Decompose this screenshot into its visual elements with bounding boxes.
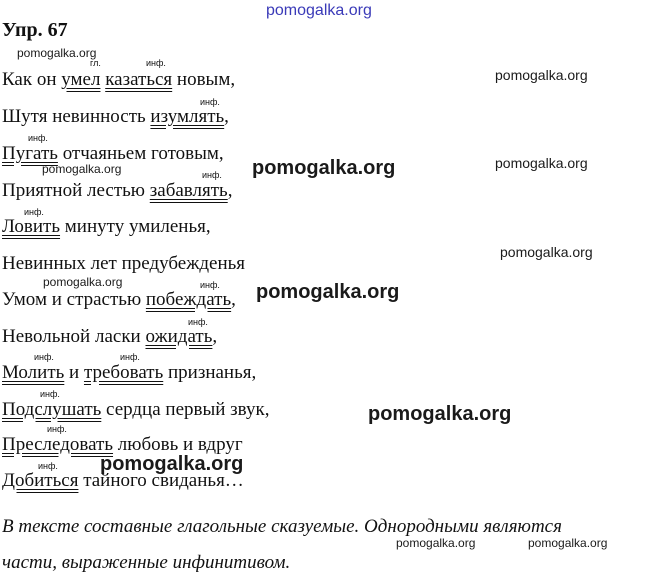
- predicate-infinitive: Преследовать: [2, 434, 114, 455]
- watermark: pomogalka.org: [42, 162, 122, 176]
- watermark: pomogalka.org: [43, 275, 123, 289]
- poem-line: Невинных лет предубежденья: [2, 253, 246, 274]
- watermark: pomogalka.org: [17, 46, 97, 60]
- predicate-infinitive: требовать: [83, 362, 164, 383]
- predicate-infinitive: Молить: [2, 362, 65, 383]
- poem-line: Молить и требовать признанья,: [2, 362, 257, 383]
- predicate-verb: умел: [61, 69, 101, 90]
- exercise-title: Упр. 67: [2, 19, 68, 41]
- poem-line: Шутя невинность изумлять,: [2, 106, 229, 127]
- predicate-infinitive: Подслушать: [2, 399, 102, 420]
- poem-line: Ловить минуту умиленья,: [2, 216, 211, 237]
- predicate-infinitive: побеждать: [145, 289, 232, 310]
- inf-label: инф.: [200, 280, 220, 290]
- watermark: pomogalka.org: [500, 244, 593, 260]
- inf-label: инф.: [202, 170, 222, 180]
- inf-label: инф.: [28, 133, 48, 143]
- inf-label: инф.: [146, 58, 166, 68]
- watermark: pomogalka.org: [256, 281, 400, 303]
- inf-label: инф.: [34, 352, 54, 362]
- watermark: pomogalka.org: [495, 67, 588, 83]
- poem-line: Умом и страстью побеждать,: [2, 289, 236, 310]
- watermark: pomogalka.org: [252, 157, 396, 179]
- predicate-infinitive: забавлять: [149, 180, 228, 201]
- poem-line: Подслушать сердца первый звук,: [2, 399, 270, 420]
- watermark: pomogalka.org: [100, 453, 244, 475]
- poem-line: Добиться тайного свиданья…: [2, 470, 244, 491]
- watermark: pomogalka.org: [396, 536, 476, 550]
- inf-label: инф.: [40, 389, 60, 399]
- poem-line: Преследовать любовь и вдруг: [2, 434, 243, 455]
- inf-label: инф.: [47, 424, 67, 434]
- watermark: pomogalka.org: [368, 403, 512, 425]
- predicate-infinitive: ожидать: [145, 326, 213, 347]
- predicate-infinitive: Пугать: [2, 143, 58, 164]
- inf-label: инф.: [24, 207, 44, 217]
- poem-line: Невольной ласки ожидать,: [2, 326, 218, 347]
- poem-line: Приятной лестью забавлять,: [2, 180, 233, 201]
- poem-line: Как он умел казаться новым,: [2, 69, 236, 90]
- verb-label: гл.: [90, 58, 101, 68]
- inf-label: инф.: [200, 97, 220, 107]
- predicate-infinitive: Добиться: [2, 470, 79, 491]
- conclusion-line-2: части, выраженные инфинитивом.: [2, 552, 291, 573]
- predicate-infinitive: казаться: [105, 69, 173, 90]
- predicate-infinitive: Ловить: [2, 216, 61, 237]
- watermark-top: pomogalka.org: [266, 2, 372, 19]
- conclusion-line-1: В тексте составные глагольные сказуемые. Однородными являются: [2, 516, 562, 537]
- watermark: pomogalka.org: [528, 536, 608, 550]
- inf-label: инф.: [120, 352, 140, 362]
- inf-label: инф.: [38, 461, 58, 471]
- watermark: pomogalka.org: [495, 155, 588, 171]
- predicate-infinitive: изумлять: [150, 106, 225, 127]
- poem-line: Пугать отчаяньем готовым,: [2, 143, 224, 164]
- inf-label: инф.: [188, 317, 208, 327]
